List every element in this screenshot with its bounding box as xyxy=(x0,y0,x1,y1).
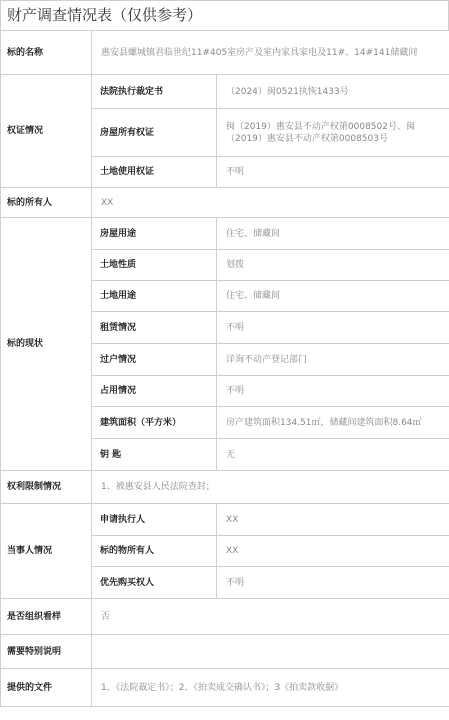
restriction-label: 权利限制情况 xyxy=(1,471,92,504)
table-row-restriction xyxy=(1,471,449,504)
preemption-label: 优先购买权人 xyxy=(92,567,217,599)
property-owner-value: XX xyxy=(217,536,449,567)
special-note-label: 需要特别说明 xyxy=(1,635,92,669)
restriction-value: 1、被惠安县人民法院查封； xyxy=(92,471,449,504)
lease-value: 不明 xyxy=(217,312,449,344)
owner-label: 标的所有人 xyxy=(1,188,92,218)
ownership-label: 权证情况 xyxy=(1,75,92,188)
owner-value: XX xyxy=(92,188,449,218)
land-use-value: 住宅、储藏间 xyxy=(217,281,449,312)
property-info-table xyxy=(0,30,449,707)
keys-label: 钥 匙 xyxy=(92,439,217,471)
floor-area-value: 房产建筑面积134.51㎡，储藏间建筑面积8.64㎡ xyxy=(217,407,449,439)
table-row-court-ruling xyxy=(1,75,449,109)
applicant-value: XX xyxy=(217,504,449,536)
house-use-value: 住宅、储藏间 xyxy=(217,218,449,250)
subject-name-label: 标的名称 xyxy=(1,31,92,75)
table-row-applicant xyxy=(1,504,449,536)
floor-area-label: 建筑面积（平方米） xyxy=(92,407,217,439)
parties-label: 当事人情况 xyxy=(1,504,92,599)
table-row-inspection xyxy=(1,599,449,635)
property-owner-label: 标的物所有人 xyxy=(92,536,217,567)
documents-label: 提供的文件 xyxy=(1,669,92,707)
land-nature-label: 土地性质 xyxy=(92,250,217,281)
status-label: 标的现状 xyxy=(1,218,92,471)
land-nature-value: 划拨 xyxy=(217,250,449,281)
house-use-label: 房屋用途 xyxy=(92,218,217,250)
land-use-label: 土地用途 xyxy=(92,281,217,312)
land-certificate-label: 土地使用权证 xyxy=(92,157,217,188)
applicant-label: 申请执行人 xyxy=(92,504,217,536)
court-ruling-value: （2024）闽0521执恢1433号 xyxy=(217,75,449,109)
preemption-value: 不明 xyxy=(217,567,449,599)
table-row-special-note xyxy=(1,635,449,669)
inspection-value: 否 xyxy=(92,599,449,635)
subject-name-value: 惠安县螺城镇君临世纪11#405室房产及室内家具家电及11#、14#141储藏间 xyxy=(92,31,449,75)
occupancy-value: 不明 xyxy=(217,376,449,407)
land-certificate-value: 不明 xyxy=(217,157,449,188)
table-row-documents xyxy=(1,669,449,707)
house-certificate-value: 闽（2019）惠安县不动产权第0008502号、闽（2019）惠安县不动产权第0008503号 xyxy=(217,109,449,157)
occupancy-label: 占用情况 xyxy=(92,376,217,407)
keys-value: 无 xyxy=(217,439,449,471)
page-title: 财产调查情况表（仅供参考） xyxy=(0,0,449,30)
house-certificate-label: 房屋所有权证 xyxy=(92,109,217,157)
table-row-owner xyxy=(1,188,449,218)
special-note-value xyxy=(92,635,449,669)
table-row-subject-name xyxy=(1,31,449,75)
inspection-label: 是否组织看样 xyxy=(1,599,92,635)
transfer-value: 详询不动产登记部门 xyxy=(217,344,449,376)
transfer-label: 过户情况 xyxy=(92,344,217,376)
lease-label: 租赁情况 xyxy=(92,312,217,344)
court-ruling-label: 法院执行裁定书 xyxy=(92,75,217,109)
table-row-house-use xyxy=(1,218,449,250)
documents-value: 1、《法院裁定书》；2、《拍卖成交确认书》；3《拍卖款收据》 xyxy=(92,669,449,707)
